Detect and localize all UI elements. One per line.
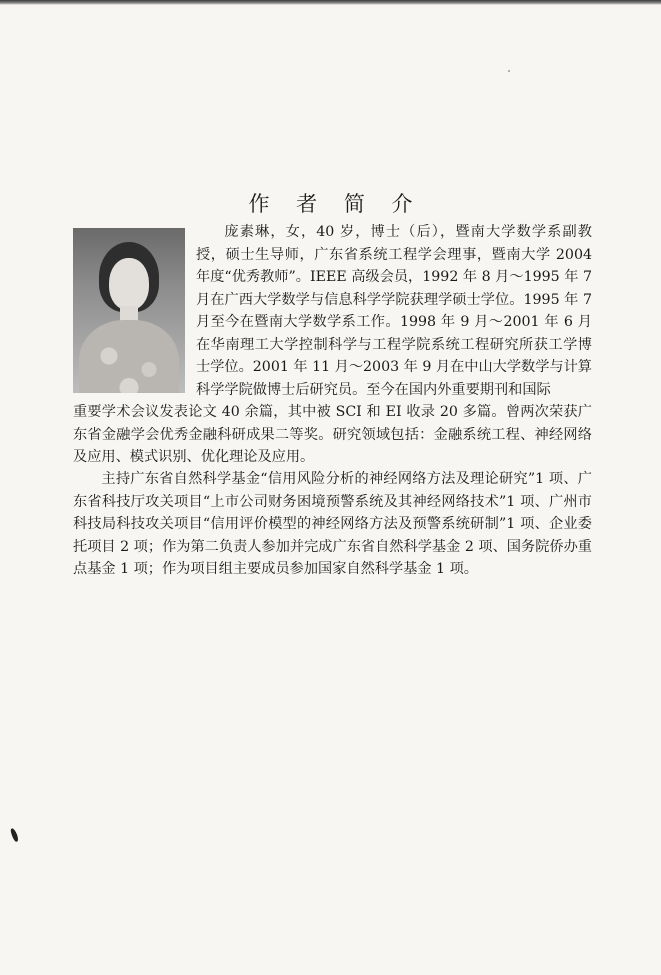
scan-mark <box>10 828 19 843</box>
page-title: 作 者 简 介 <box>248 192 423 217</box>
photo-face <box>109 258 149 310</box>
photo-clothing <box>79 320 179 393</box>
page-top-edge <box>0 0 661 5</box>
author-photo <box>73 228 185 393</box>
projects-paragraph: 主持广东省自然科学基金“信用风险分析的神经网络方法及理论研究”1 项、广东省科技厅攻关项目“上市公司财务困境预警系统及其神经网络技术”1 项、广州市科技局科技攻关项目“信用评价模型的神经网络方法及预警系统研制”1 项、企业委托项目 2 项；作为第二负责人参加并完成广东省自然科学基金 2 项、国务院侨办重点基金 1 项；作为项目组主要成员参加国家自然科学基金 1 项。 <box>73 471 592 577</box>
bio-intro-paragraph: 庞素琳，女，40 岁，博士（后），暨南大学数学系副教授，硕士生导师，广东省系统工程学会理事，暨南大学 2004 年度“优秀教师”。IEEE 高级会员，1992 年 8 月～1995 年 7 月在广西大学数学与信息科学学院获理学硕士学位。1995 年 7 月至今在暨南大学数学系工作。1998 年 9 月～2001 年 6 月在华南理工大学控制科学与工程学院系统工程研究所获工学博士学位。2001 年 11 月～2003 年 9 月在中山大学数学与计算科学学院做博士后研究员。至今在国内外重要期刊和国际 <box>196 224 592 398</box>
paper-speck <box>508 70 510 72</box>
bio-continued-paragraph: 重要学术会议发表论文 40 余篇，其中被 SCI 和 EI 收录 20 多篇。曾两次荣获广东省金融学会优秀金融科研成果二等奖。研究领域包括：金融系统工程、神经网络及应用、模式识别、优化理论及应用。 <box>73 404 592 465</box>
